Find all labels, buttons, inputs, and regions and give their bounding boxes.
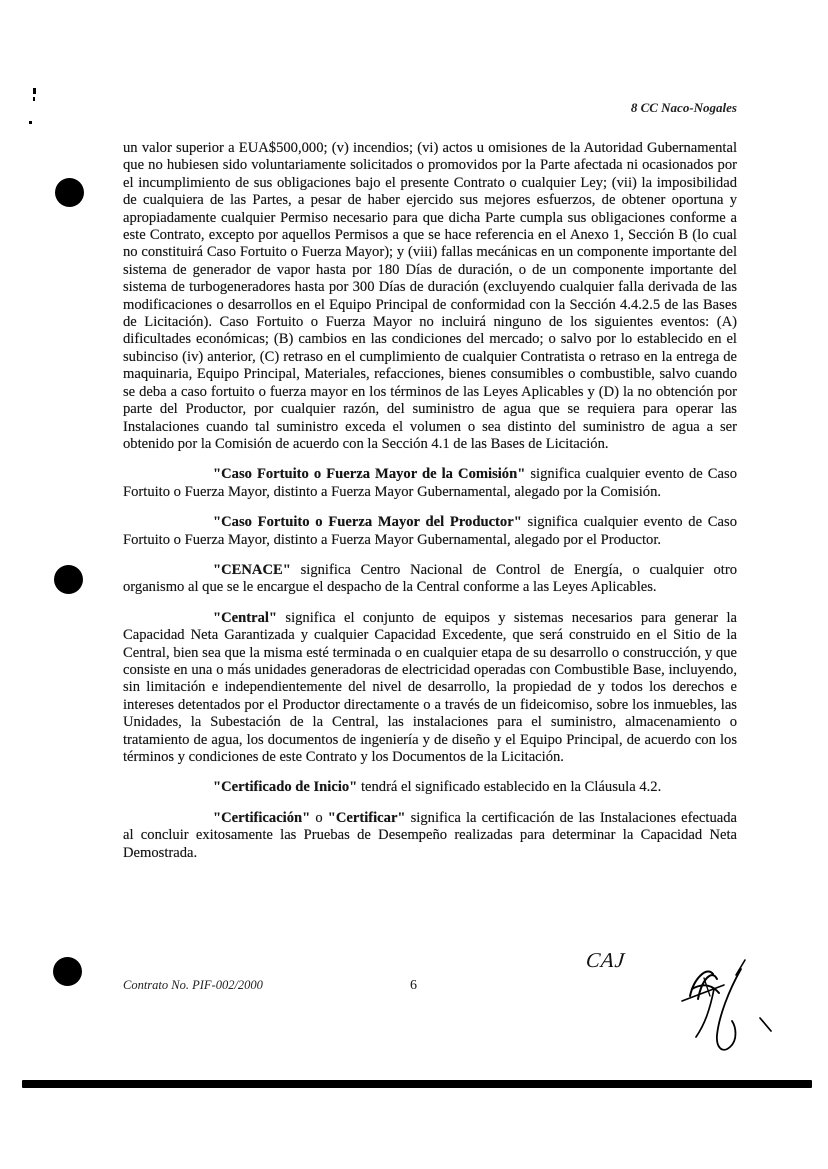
definition-caso-fortuito-productor bbox=[123, 514, 737, 549]
doc-reference-tag: 8 CC Naco-Nogales bbox=[630, 100, 737, 115]
definition-term: "CENACE" bbox=[213, 561, 291, 578]
scan-speck-artifact bbox=[33, 88, 36, 94]
hole-punch-mark-3 bbox=[53, 957, 82, 986]
hole-punch-mark-1 bbox=[55, 178, 84, 207]
definition-certificacion bbox=[123, 810, 737, 862]
definition-text: significa el conjunto de equipos y sistemas necesarios para generar la Capacidad Neta Garantizada y cualquier Capacidad Excedente, que será construido en el Sitio de la Central, bien sea que la misma esté terminada o en cualquier etapa de su desarrollo o construcción, y que consiste en una o más unidades generadoras de electricidad operadas con Combustible Base, incluyendo, sin limitación e independientemente del nivel de desarrollo, la propiedad de y todos los derechos e intereses detentados por el Productor directamente o a través de un fideicomiso, sobre los inmuebles, las Unidades, la Subestación de la Central, las instalaciones para el suministro, almacenamiento o tratamiento de agua, los documentos de ingeniería y de diseño y el Equipo Principal, de acuerdo con los términos y condiciones de este Contrato y los Documentos de la Licitación. bbox=[123, 609, 737, 765]
contract-text-block bbox=[123, 140, 737, 875]
definition-text: significa la certificación de las Instalaciones efectuada al concluir exitosamente las Pruebas de Desempeño realizadas para determinar la Capacidad Neta Demostrada. bbox=[123, 809, 737, 861]
definition-text: tendrá el significado establecido en la Cláusula 4.2. bbox=[357, 779, 662, 796]
definition-central bbox=[123, 610, 737, 767]
footer-contract-number: Contrato No. PIF-002/2000 bbox=[123, 978, 263, 992]
definition-term: "Certificado de Inicio" bbox=[213, 779, 358, 796]
definition-term: "Caso Fortuito o Fuerza Mayor de la Comisión" bbox=[213, 466, 526, 483]
definition-term: "Central" bbox=[213, 609, 278, 626]
scan-speck-artifact bbox=[33, 97, 35, 101]
continuation-paragraph-text: un valor superior a EUA$500,000; (v) incendios; (vi) actos u omisiones de la Autoridad Gubernamental que no hubiesen sido voluntariamente solicitados o promovidos por la Parte afectada ni ocasionados por el incumplimiento de sus obligaciones bajo el presente Contrato o cualquier Ley; (vii) la imposibilidad de cualquiera de las Partes, a pesar de haber ejercido sus mejores esfuerzos, de obtener oportuna y apropiadamente cualquier Permiso necesario para que dicha Parte cumpla sus obligaciones conforme a este Contrato, excepto por aquellos Permisos a que se hace referencia en el Anexo 1, Sección B (lo cual no constituirá Caso Fortuito o Fuerza Mayor); y (viii) fallas mecánicas en un componente importante del sistema de generador de vapor hasta por 180 Días de duración, o de un componente importante del sistema de turbogeneradores hasta por 300 Días de duración (excluyendo cualquier falla derivada de las modificaciones o desarrollos en el Equipo Principal de conformidad con la Sección 4.4.2.5 de las Bases de Licitación). Caso Fortuito o Fuerza Mayor no incluirá ninguno de los siguientes eventos: (A) dificultades económicas; (B) cambios en las condiciones del mercado; o salvo por lo establecido en el subinciso (iv) anterior, (C) retraso en el cumplimiento de cualquier Contratista o retraso en la entrega de maquinaria, Equipo Principal, Materiales, refacciones, bienes consumibles o combustible, salvo cuando se deba a caso fortuito o fuerza mayor en los términos de las Leyes Aplicables y (D) la no obtención por parte del Productor, por cualquier razón, del suministro de agua que se requiera para operar las Instalaciones cuando tal suministro exceda el volumen o sea distinto del suministro de agua a ser obtenido por la Comisión de acuerdo con la Sección 4.1 de las Bases de Licitación. bbox=[123, 140, 737, 452]
scan-speck-artifact bbox=[29, 121, 32, 124]
definition-text: significa cualquier evento de Caso Fortuito o Fuerza Mayor, distinto a Fuerza Mayor Gubernamental, alegado por el Productor. bbox=[123, 514, 737, 548]
definition-certificado-de-inicio bbox=[123, 779, 737, 796]
page-number: 6 bbox=[410, 978, 417, 993]
definition-term-2: "Certificar" bbox=[327, 809, 406, 826]
definition-text: significa Centro Nacional de Control de Energía, o cualquier otro organismo al que se le encargue el despacho de la Central conforme a las Leyes Aplicables. bbox=[123, 561, 737, 596]
hole-punch-mark-2 bbox=[54, 565, 83, 594]
handwritten-initials: CAJ bbox=[584, 948, 627, 972]
definition-caso-fortuito-comision bbox=[123, 466, 737, 501]
definition-cenace bbox=[123, 562, 737, 597]
definition-term: "Certificación" bbox=[213, 809, 311, 826]
definition-connector: o bbox=[310, 809, 328, 826]
definition-term: "Caso Fortuito o Fuerza Mayor del Productor" bbox=[213, 514, 522, 531]
signature-mark bbox=[652, 948, 797, 1070]
definition-text: significa cualquier evento de Caso Fortuito o Fuerza Mayor, distinto a Fuerza Mayor Gubernamental, alegado por la Comisión. bbox=[123, 466, 737, 500]
continuation-paragraph bbox=[123, 140, 737, 453]
scan-artifact-bar bbox=[22, 1080, 812, 1088]
